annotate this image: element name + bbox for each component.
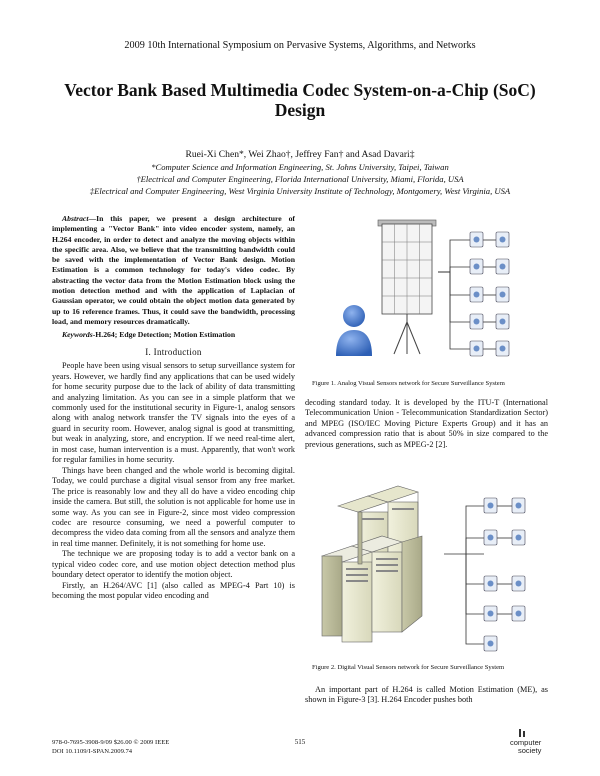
conference-header: 2009 10th International Symposium on Pervasive Systems, Algorithms, and Networks [124, 40, 476, 51]
intro-paragraph-3: The technique we are proposing today is to add a vector bank on a typical video codec core, and use motion object detection method plus boundary detect operator to identify the motion object. [52, 549, 295, 580]
affiliation-2: †Electrical and Computer Engineering, Florida International University, Miami, Florida, USA [136, 174, 464, 184]
codec-standard-paragraph: decoding standard today. It is developed by the ITU-T (International Telecommunication Union - Telecommunication Standardization Sector) and MPEG (ISO/IEC Moving Picture Experts Group) and it has an advanced compression ratio that is about 50% in size compared to the previous generations, such as MPEG-2 [2]. [305, 398, 548, 449]
right-column-bottom [305, 685, 548, 706]
footer-doi: DOI 10.1109/I-SPAN.2009.74 [52, 748, 133, 755]
abstract [52, 214, 295, 327]
intro-paragraph-1: People have been using visual sensors to setup surveillance system for years. However, we hardly find any applications that can be used widely for home security purpose due to the lack of ability of data transmitting and analyzing limitation. As you can see in a simple platform that we commonly used for the institutional security in Figure-1, analog sensors along with analog network transfer the TV signals into the eyes of a guard in security room. However, analog signal is good at transmitting, but weak in analyzing, store, and encryption. If we need real-time alert, in most case, human intervention is a must. Apparently, that won't work for regular families in home security. [52, 361, 295, 465]
logo-line-1: computer [510, 738, 542, 747]
computer-society-logo [504, 728, 554, 756]
affiliation-1: *Computer Science and Information Engineering, St. Johns University, Taipei, Taiwan [151, 162, 449, 172]
guard-person-icon [336, 305, 372, 356]
left-column [52, 214, 295, 602]
figure-1-analog-network [330, 212, 545, 362]
keywords-text: -H.264; Edge Detection; Motion Estimation [92, 330, 236, 340]
keywords-lead: Keywords [62, 330, 93, 340]
figure-2-digital-network [316, 484, 546, 654]
logo-line-2: society [518, 746, 542, 755]
figure-1-caption: Figure 1. Analog Visual Sensors network for Secure Surveillance System [312, 380, 505, 387]
logo-mark-icon [518, 728, 530, 738]
keywords [52, 330, 295, 340]
paper-title: Vector Bank Based Multimedia Codec System-on-a-Chip (SoC) Design [64, 80, 536, 120]
section-heading-introduction: I. Introduction [145, 346, 202, 357]
abstract-lead: Abstract [62, 214, 89, 223]
figure-2-caption: Figure 2. Digital Visual Sensors network for Secure Surveillance System [312, 664, 505, 671]
intro-paragraph-2: Things have been changed and the whole world is becoming digital. Today, we could purchase a digital visual sensor from any free market. The price is reasonably low and they all do have a video encoding chip inside the camera. But still, the solution is not applicable for home use in some way. As you can see in Figure-2, since most video compression codec are resource consuming, we need a powerful computer to decompress the video data coming from all the sensors and analyze them in real time manner. Definitely, it is not something for home use. [52, 465, 295, 548]
page-number: 515 [294, 738, 306, 746]
right-column-continued [305, 398, 548, 450]
footer-publication-info [52, 738, 169, 756]
intro-paragraph-4: Firstly, an H.264/AVC [1] (also called as MPEG-4 Part 10) is becoming the most popular video encoding and [52, 580, 295, 601]
motion-estimation-paragraph: An important part of H.264 is called Motion Estimation (ME), as shown in Figure-3 [3]. H.264 Encoder pushes both [305, 685, 548, 705]
footer-isbn: 978-0-7695-3908-9/09 $26.00 © 2009 IEEE [52, 739, 170, 746]
display-board-icon [378, 220, 436, 354]
author-list: Ruei-Xi Chen*, Wei Zhao†, Jeffrey Fan† and Asad Davari‡ [185, 149, 415, 160]
digital-camera-icons [484, 498, 525, 651]
abstract-text: —In this paper, we present a design architecture of implementing a "Vector Bank" into video encoder system, namely, an H.264 encoder, in order to detect and analyze the moving objects within the specific area. Also, we believe that the transmitting bandwidth could be saved with the implementation of Vector Bank design. Motion Estimation is a common technology for today's video codec. By abstracting the vector data from the Motion Estimation block using the motion detection method and with the application of Laplacian of Gaussian operator, we could obtain the object motion data generated by up to 16 reference frames. Thus, it could save the bandwidth, processing load, and memory resources dramatically. [52, 214, 295, 326]
affiliation-3: ‡Electrical and Computer Engineering, West Virginia University Institute of Technology, Montgomery, West Virginia, USA [89, 186, 511, 196]
